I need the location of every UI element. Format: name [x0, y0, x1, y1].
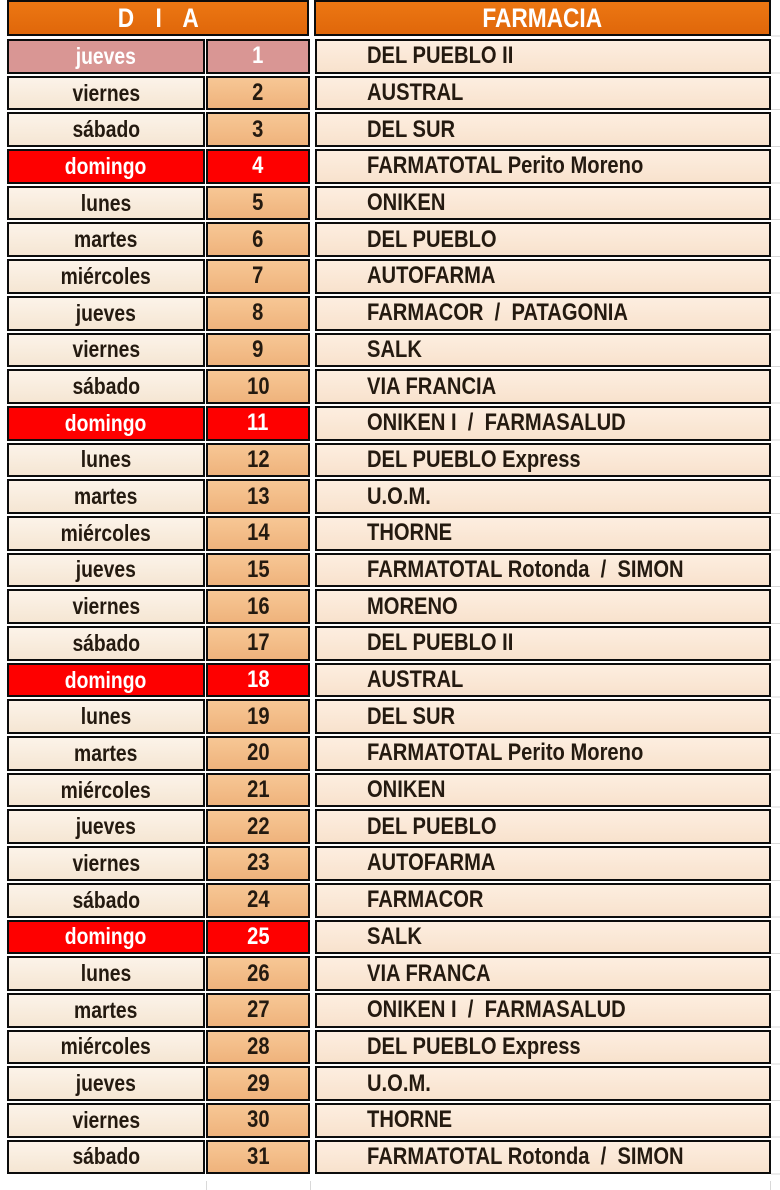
pharmacy-cell — [315, 186, 771, 221]
day-number-cell-label: 12 — [246, 445, 270, 473]
day-number-cell — [206, 1066, 310, 1101]
day-cell — [7, 479, 205, 514]
day-number-cell-label: 29 — [246, 1069, 270, 1097]
header-row — [7, 0, 771, 36]
pharmacy-cell-label: FARMACOR — [367, 886, 484, 914]
day-number-cell — [206, 1030, 310, 1065]
table-row — [7, 699, 771, 734]
day-cell — [7, 149, 205, 184]
pharmacy-cell-label: ONIKEN — [367, 776, 446, 804]
day-number-cell — [206, 369, 310, 404]
day-cell — [7, 39, 205, 74]
day-number-cell — [206, 809, 310, 844]
day-cell — [7, 222, 205, 257]
pharmacy-cell — [315, 479, 771, 514]
day-cell-label: sábado — [72, 116, 140, 143]
day-number-cell-label: 15 — [246, 555, 270, 583]
day-cell — [7, 956, 205, 991]
table-row — [7, 589, 771, 624]
pharmacy-cell — [315, 112, 771, 147]
day-cell-label: sábado — [72, 629, 140, 656]
day-number-cell-label: 16 — [246, 592, 270, 620]
pharmacy-cell-label: FARMATOTAL Perito Moreno — [367, 152, 644, 180]
pharmacy-cell-label: AUTOFARMA — [367, 849, 496, 877]
pharmacy-cell-label: DEL PUEBLO II — [367, 42, 514, 70]
pharmacy-cell-label: DEL SUR — [367, 702, 456, 730]
day-number-cell — [206, 920, 310, 955]
day-cell-label: lunes — [80, 703, 132, 730]
table-row — [7, 993, 771, 1028]
day-cell — [7, 516, 205, 551]
pharmacy-cell — [315, 699, 771, 734]
pharmacy-cell — [315, 920, 771, 955]
day-cell-label: jueves — [75, 813, 137, 840]
day-cell-label: jueves — [75, 1070, 137, 1097]
day-cell-label: domingo — [65, 666, 147, 693]
pharmacy-cell — [315, 589, 771, 624]
table-row — [7, 443, 771, 478]
day-cell — [7, 883, 205, 918]
farmacia-header-label: FARMACIA — [482, 2, 603, 33]
day-cell-label: lunes — [80, 446, 132, 473]
pharmacy-cell — [315, 333, 771, 368]
day-number-cell — [206, 76, 310, 111]
day-number-cell-label: 17 — [246, 629, 270, 657]
day-cell-label: martes — [74, 483, 138, 510]
pharmacy-cell — [315, 39, 771, 74]
day-number-cell-label: 18 — [246, 666, 270, 694]
pharmacy-cell-label: ONIKEN I / FARMASALUD — [367, 409, 626, 437]
pharmacy-cell-label: FARMACOR / PATAGONIA — [367, 299, 628, 327]
pharmacy-cell-label: ONIKEN I / FARMASALUD — [367, 996, 626, 1024]
day-number-cell-label: 28 — [246, 1032, 270, 1060]
day-cell-label: viernes — [72, 336, 140, 363]
pharmacy-cell-label: FARMATOTAL Rotonda / SIMON — [367, 555, 684, 583]
table-row — [7, 333, 771, 368]
day-number-cell — [206, 516, 310, 551]
day-number-cell-label: 27 — [246, 996, 270, 1024]
pharmacy-cell-label: THORNE — [367, 519, 453, 547]
day-number-cell — [206, 259, 310, 294]
day-cell — [7, 112, 205, 147]
table-row — [7, 626, 771, 661]
pharmacy-cell — [315, 296, 771, 331]
pharmacy-cell — [315, 259, 771, 294]
day-cell-label: sábado — [72, 1143, 140, 1170]
pharmacy-cell — [315, 516, 771, 551]
day-number-cell — [206, 1140, 310, 1175]
day-cell-label: martes — [74, 996, 138, 1023]
table-row — [7, 883, 771, 918]
day-cell-label: viernes — [72, 593, 140, 620]
day-cell — [7, 76, 205, 111]
pharmacy-cell-label: AUSTRAL — [367, 79, 464, 107]
pharmacy-cell-label: FARMATOTAL Rotonda / SIMON — [367, 1142, 684, 1170]
schedule-rows — [7, 39, 771, 1174]
day-number-cell-label: 4 — [252, 152, 264, 180]
day-cell-label: domingo — [65, 409, 147, 436]
day-cell — [7, 259, 205, 294]
day-cell — [7, 406, 205, 441]
day-cell — [7, 809, 205, 844]
day-cell — [7, 993, 205, 1028]
day-number-cell-label: 14 — [246, 519, 270, 547]
table-row — [7, 76, 771, 111]
gridline — [770, 1181, 771, 1190]
day-number-cell — [206, 773, 310, 808]
day-cell — [7, 846, 205, 881]
day-number-cell — [206, 333, 310, 368]
pharmacy-cell-label: DEL PUEBLO — [367, 225, 497, 253]
day-cell — [7, 736, 205, 771]
day-number-cell-label: 11 — [247, 409, 269, 437]
day-cell — [7, 1103, 205, 1138]
table-row — [7, 846, 771, 881]
day-number-cell — [206, 149, 310, 184]
pharmacy-cell-label: VIA FRANCIA — [367, 372, 497, 400]
day-cell-label: sábado — [72, 373, 140, 400]
pharmacy-cell-label: ONIKEN — [367, 189, 446, 217]
pharmacy-cell-label: SALK — [367, 922, 422, 950]
pharmacy-cell — [315, 663, 771, 698]
dia-header-label: D I A — [117, 2, 207, 33]
sheet-gridlines-right — [771, 0, 780, 1181]
day-number-cell-label: 22 — [246, 812, 270, 840]
day-number-cell-label: 1 — [252, 42, 264, 70]
pharmacy-cell — [315, 149, 771, 184]
pharmacy-cell — [315, 1140, 771, 1175]
table-row — [7, 186, 771, 221]
day-cell-label: miércoles — [60, 519, 152, 546]
day-cell-label: jueves — [75, 299, 137, 326]
day-number-cell-label: 10 — [246, 372, 270, 400]
day-cell — [7, 296, 205, 331]
day-number-cell-label: 6 — [252, 225, 264, 253]
table-row — [7, 1030, 771, 1065]
pharmacy-cell-label: VIA FRANCA — [367, 959, 491, 987]
day-number-cell — [206, 589, 310, 624]
table-row — [7, 736, 771, 771]
pharmacy-cell-label: AUSTRAL — [367, 666, 464, 694]
day-number-cell-label: 26 — [246, 959, 270, 987]
day-number-cell — [206, 296, 310, 331]
day-cell-label: miércoles — [60, 776, 152, 803]
pharmacy-cell — [315, 1030, 771, 1065]
day-number-cell — [206, 112, 310, 147]
pharmacy-cell — [315, 76, 771, 111]
day-number-cell-label: 3 — [252, 115, 264, 143]
day-number-cell — [206, 553, 310, 588]
pharmacy-cell — [315, 553, 771, 588]
gridline — [310, 1181, 311, 1190]
day-number-cell — [206, 479, 310, 514]
day-number-cell — [206, 626, 310, 661]
dia-header — [7, 0, 309, 36]
day-number-cell-label: 8 — [252, 299, 264, 327]
day-cell-label: miércoles — [60, 1033, 152, 1060]
day-cell-label: viernes — [72, 849, 140, 876]
table-row — [7, 1140, 771, 1175]
day-cell — [7, 663, 205, 698]
pharmacy-cell — [315, 809, 771, 844]
day-number-cell-label: 20 — [246, 739, 270, 767]
pharmacy-cell-label: DEL PUEBLO Express — [367, 1032, 581, 1060]
day-number-cell — [206, 406, 310, 441]
table-row — [7, 553, 771, 588]
day-number-cell — [206, 222, 310, 257]
day-number-cell-label: 2 — [252, 79, 264, 107]
gridline — [206, 1181, 207, 1190]
day-cell — [7, 333, 205, 368]
table-row — [7, 920, 771, 955]
sheet-gridlines-bottom — [0, 1181, 780, 1190]
day-cell-label: viernes — [72, 1106, 140, 1133]
table-row — [7, 222, 771, 257]
pharmacy-cell — [315, 406, 771, 441]
table-row — [7, 773, 771, 808]
pharmacy-cell — [315, 626, 771, 661]
day-number-cell — [206, 993, 310, 1028]
day-number-cell-label: 31 — [246, 1142, 270, 1170]
pharmacy-cell-label: DEL PUEBLO II — [367, 629, 514, 657]
day-number-cell — [206, 186, 310, 221]
pharmacy-cell — [315, 369, 771, 404]
pharmacy-cell-label: DEL SUR — [367, 115, 456, 143]
day-cell — [7, 773, 205, 808]
pharmacy-cell-label: SALK — [367, 335, 422, 363]
day-number-cell-label: 19 — [246, 702, 270, 730]
day-cell-label: martes — [74, 226, 138, 253]
pharmacy-cell — [315, 736, 771, 771]
day-number-cell-label: 7 — [252, 262, 264, 290]
day-cell — [7, 1066, 205, 1101]
day-number-cell-label: 24 — [246, 886, 270, 914]
day-cell — [7, 186, 205, 221]
day-number-cell-label: 9 — [252, 335, 264, 363]
day-cell-label: sábado — [72, 886, 140, 913]
day-number-cell — [206, 956, 310, 991]
table-row — [7, 663, 771, 698]
day-number-cell-label: 5 — [252, 189, 264, 217]
day-cell-label: martes — [74, 739, 138, 766]
pharmacy-cell — [315, 1103, 771, 1138]
day-number-cell-label: 21 — [246, 776, 270, 804]
day-cell — [7, 626, 205, 661]
table-row — [7, 809, 771, 844]
day-cell-label: lunes — [80, 960, 132, 987]
pharmacy-cell — [315, 1066, 771, 1101]
day-cell-label: jueves — [75, 556, 137, 583]
table-row — [7, 39, 771, 74]
day-number-cell — [206, 699, 310, 734]
table-row — [7, 296, 771, 331]
pharmacy-cell — [315, 222, 771, 257]
pharmacy-cell-label: AUTOFARMA — [367, 262, 496, 290]
pharmacy-cell — [315, 773, 771, 808]
table-row — [7, 406, 771, 441]
pharmacy-cell-label: U.O.M. — [367, 1069, 431, 1097]
pharmacy-cell — [315, 883, 771, 918]
day-number-cell — [206, 883, 310, 918]
pharmacy-cell — [315, 993, 771, 1028]
day-cell-label: lunes — [80, 189, 132, 216]
day-cell-label: miércoles — [60, 262, 152, 289]
table-row — [7, 516, 771, 551]
day-cell-label: domingo — [65, 923, 147, 950]
day-number-cell — [206, 1103, 310, 1138]
table-row — [7, 149, 771, 184]
pharmacy-cell-label: U.O.M. — [367, 482, 431, 510]
pharmacy-cell — [315, 846, 771, 881]
day-cell — [7, 1140, 205, 1175]
pharmacy-cell-label: FARMATOTAL Perito Moreno — [367, 739, 644, 767]
pharmacy-cell — [315, 956, 771, 991]
day-number-cell — [206, 846, 310, 881]
day-cell-label: jueves — [75, 42, 137, 69]
day-number-cell — [206, 663, 310, 698]
table-row — [7, 259, 771, 294]
day-number-cell — [206, 443, 310, 478]
day-cell — [7, 443, 205, 478]
table-row — [7, 956, 771, 991]
pharmacy-cell-label: DEL PUEBLO — [367, 812, 497, 840]
day-cell — [7, 553, 205, 588]
pharmacy-cell-label: DEL PUEBLO Express — [367, 445, 581, 473]
day-cell-label: domingo — [65, 152, 147, 179]
table-row — [7, 1066, 771, 1101]
day-cell — [7, 920, 205, 955]
day-cell — [7, 699, 205, 734]
day-cell-label: viernes — [72, 79, 140, 106]
day-number-cell-label: 13 — [246, 482, 270, 510]
schedule-table — [7, 0, 771, 1176]
farmacia-header — [314, 0, 771, 36]
pharmacy-cell-label: THORNE — [367, 1106, 453, 1134]
table-row — [7, 112, 771, 147]
day-cell — [7, 1030, 205, 1065]
table-row — [7, 1103, 771, 1138]
table-row — [7, 479, 771, 514]
table-row — [7, 369, 771, 404]
day-cell — [7, 369, 205, 404]
day-number-cell — [206, 39, 310, 74]
day-number-cell-label: 23 — [246, 849, 270, 877]
pharmacy-cell-label: MORENO — [367, 592, 458, 620]
day-number-cell — [206, 736, 310, 771]
day-number-cell-label: 25 — [246, 922, 270, 950]
day-number-cell-label: 30 — [246, 1106, 270, 1134]
pharmacy-cell — [315, 443, 771, 478]
day-cell — [7, 589, 205, 624]
